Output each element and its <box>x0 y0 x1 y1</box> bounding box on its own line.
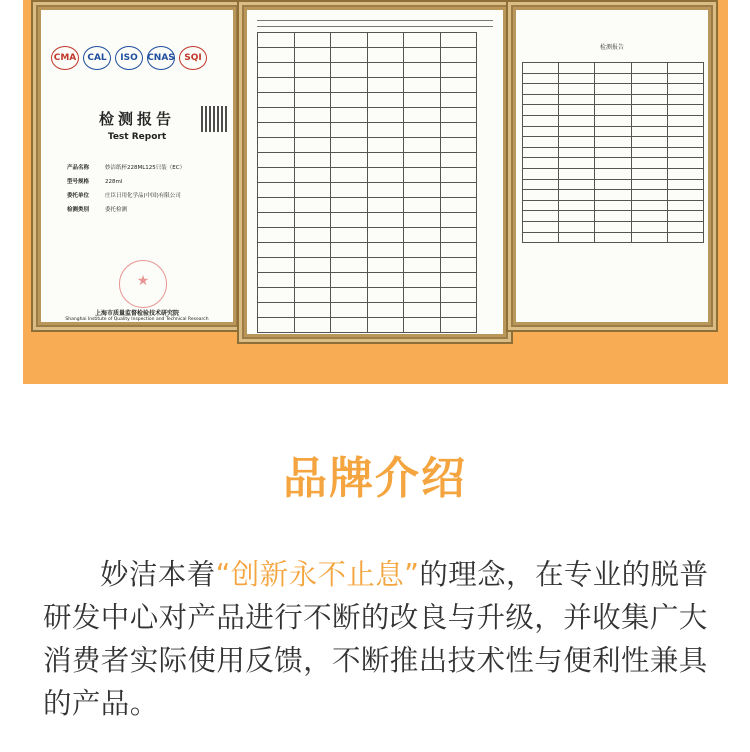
table-cell <box>595 200 631 211</box>
table-cell <box>294 93 331 108</box>
table-cell <box>559 115 595 126</box>
table-cell <box>294 63 331 78</box>
table-row <box>258 228 477 243</box>
report-table-page-2 <box>516 10 708 322</box>
table-cell <box>258 168 295 183</box>
report-subtitle: Test Report <box>107 132 167 142</box>
table-cell <box>440 63 477 78</box>
table-cell <box>559 221 595 232</box>
table-cell <box>523 84 559 95</box>
section-title: 品牌介绍 <box>283 453 467 504</box>
table-cell <box>440 138 477 153</box>
table-cell <box>258 93 295 108</box>
info-row: 产品名称 妙洁纸杯228ML125只装（EC） <box>67 165 186 171</box>
table-cell <box>331 243 368 258</box>
table-cell <box>404 138 441 153</box>
table-cell <box>667 126 703 137</box>
table-cell <box>523 158 559 169</box>
table-cell <box>523 211 559 222</box>
table-cell <box>258 78 295 93</box>
table-row <box>523 168 704 179</box>
accreditation-logos <box>51 46 207 70</box>
table-cell <box>258 303 295 318</box>
table-row <box>523 126 704 137</box>
table-cell <box>667 94 703 105</box>
table-row <box>258 213 477 228</box>
table-cell <box>404 288 441 303</box>
table-cell <box>258 318 295 333</box>
table-cell <box>404 78 441 93</box>
report-info <box>67 164 185 220</box>
table-row <box>258 63 477 78</box>
table-row <box>258 93 477 108</box>
table-row <box>523 137 704 148</box>
info-row: 型号规格 228ml <box>67 179 123 185</box>
table-cell <box>367 108 404 123</box>
qr-code-icon <box>201 106 227 132</box>
table-cell <box>331 318 368 333</box>
table-cell <box>440 243 477 258</box>
table-cell <box>404 303 441 318</box>
sqi-logo: SQI <box>179 46 207 70</box>
table-cell <box>331 93 368 108</box>
table-cell <box>631 179 667 190</box>
table-cell <box>559 73 595 84</box>
table-cell <box>667 147 703 158</box>
table-row <box>258 258 477 273</box>
table-cell <box>523 126 559 137</box>
table-cell <box>331 198 368 213</box>
table-cell <box>667 105 703 116</box>
table-row <box>523 115 704 126</box>
table-cell <box>631 94 667 105</box>
table-cell <box>331 258 368 273</box>
table-cell <box>367 63 404 78</box>
table-row <box>258 33 477 48</box>
description-start: 妙洁本着 <box>100 558 216 591</box>
table-row <box>523 105 704 116</box>
table-cell <box>367 78 404 93</box>
table-row <box>523 84 704 95</box>
table-cell <box>294 108 331 123</box>
table-cell <box>404 213 441 228</box>
table-cell <box>559 94 595 105</box>
table-cell <box>258 138 295 153</box>
table-row <box>258 273 477 288</box>
table-cell <box>440 318 477 333</box>
table-cell <box>404 108 441 123</box>
table-cell <box>258 258 295 273</box>
table-cell <box>367 243 404 258</box>
table-cell <box>523 63 559 74</box>
table-row <box>523 94 704 105</box>
table-cell <box>667 115 703 126</box>
table-cell <box>331 288 368 303</box>
table-cell <box>523 147 559 158</box>
table-cell <box>559 168 595 179</box>
table-cell <box>559 105 595 116</box>
table-cell <box>523 115 559 126</box>
table-cell <box>595 105 631 116</box>
table-cell <box>404 123 441 138</box>
table-row <box>523 179 704 190</box>
table-cell <box>595 73 631 84</box>
table-cell <box>523 179 559 190</box>
table-cell <box>523 168 559 179</box>
table-cell <box>404 168 441 183</box>
table-cell <box>595 221 631 232</box>
table-cell <box>404 93 441 108</box>
table-cell <box>294 183 331 198</box>
table-cell <box>331 168 368 183</box>
table-cell <box>367 198 404 213</box>
table-cell <box>258 288 295 303</box>
table-row <box>523 232 704 243</box>
institute-name: 上海市质量监督检验技术研究院 <box>94 310 179 317</box>
table-cell <box>631 158 667 169</box>
table-cell <box>631 147 667 158</box>
table-cell <box>440 168 477 183</box>
table-row <box>258 48 477 63</box>
table-cell <box>331 303 368 318</box>
table-cell <box>367 168 404 183</box>
description-end: 的理念，在专业的脱普研发中心对产品进行不断的改良与升级，并收集广大消费者实际使用反馈，不断推出技术性与便利性兼具的产品。 <box>43 558 709 720</box>
iso-logo: ISO <box>115 46 143 70</box>
certificate-cover <box>41 10 233 322</box>
table-cell <box>331 33 368 48</box>
cnas-logo: CNAS <box>147 46 175 70</box>
table-cell <box>667 84 703 95</box>
table-cell <box>523 137 559 148</box>
table-cell <box>667 63 703 74</box>
table-cell <box>595 190 631 201</box>
table-cell <box>631 84 667 95</box>
table-cell <box>440 258 477 273</box>
table-cell <box>559 232 595 243</box>
table-cell <box>404 63 441 78</box>
table-cell <box>258 243 295 258</box>
table-cell <box>367 138 404 153</box>
table-cell <box>404 243 441 258</box>
table-row <box>523 63 704 74</box>
institute-name-en: Shanghai Institute of Quality Inspection and Technical Research <box>65 317 209 322</box>
table-cell <box>404 153 441 168</box>
report-title: 检测报告 <box>98 110 175 128</box>
table-row <box>258 123 477 138</box>
table-cell <box>631 211 667 222</box>
table-cell <box>631 137 667 148</box>
table-cell <box>595 63 631 74</box>
table-cell <box>294 48 331 63</box>
table-cell <box>595 137 631 148</box>
test-results-table <box>257 32 477 333</box>
table-row <box>258 183 477 198</box>
table-cell <box>331 183 368 198</box>
table-cell <box>440 183 477 198</box>
official-seal-icon <box>119 260 167 308</box>
table-cell <box>331 108 368 123</box>
certificate-frame-right <box>506 0 718 332</box>
table-cell <box>523 232 559 243</box>
table-cell <box>404 318 441 333</box>
table-cell <box>595 179 631 190</box>
table-row <box>258 243 477 258</box>
table-cell <box>331 138 368 153</box>
table-cell <box>559 63 595 74</box>
table-cell <box>367 123 404 138</box>
table-cell <box>559 126 595 137</box>
table-cell <box>667 168 703 179</box>
table-cell <box>258 273 295 288</box>
table-cell <box>523 221 559 232</box>
table-cell <box>523 73 559 84</box>
table-cell <box>258 153 295 168</box>
table-cell <box>258 108 295 123</box>
table-cell <box>294 273 331 288</box>
table-cell <box>667 137 703 148</box>
table-cell <box>631 115 667 126</box>
table-cell <box>595 211 631 222</box>
table-cell <box>294 258 331 273</box>
brand-description <box>43 553 723 725</box>
table-cell <box>294 198 331 213</box>
table-cell <box>367 228 404 243</box>
table-cell <box>258 183 295 198</box>
table-cell <box>559 137 595 148</box>
table-cell <box>331 63 368 78</box>
table-cell <box>631 200 667 211</box>
table-cell <box>294 78 331 93</box>
table-cell <box>559 200 595 211</box>
table-row <box>258 168 477 183</box>
table-row <box>523 200 704 211</box>
table-row <box>523 221 704 232</box>
table-cell <box>404 228 441 243</box>
table-cell <box>258 228 295 243</box>
table-cell <box>367 93 404 108</box>
certificate-frame-left <box>31 0 243 332</box>
table-cell <box>367 213 404 228</box>
table-cell <box>294 138 331 153</box>
table-row <box>258 153 477 168</box>
table-cell <box>440 48 477 63</box>
table-cell <box>667 232 703 243</box>
table-cell <box>523 105 559 116</box>
table-cell <box>631 190 667 201</box>
table-cell <box>440 213 477 228</box>
table-row <box>258 303 477 318</box>
table-cell <box>258 123 295 138</box>
table-cell <box>631 168 667 179</box>
info-row: 检测类别 委托检测 <box>67 207 128 213</box>
cal-logo: CAL <box>83 46 111 70</box>
header-rule <box>257 16 493 21</box>
table-cell <box>404 183 441 198</box>
table-cell <box>294 213 331 228</box>
table-cell <box>331 213 368 228</box>
table-cell <box>440 33 477 48</box>
table-cell <box>667 221 703 232</box>
table-cell <box>258 48 295 63</box>
header-rule <box>257 22 493 27</box>
table-cell <box>595 168 631 179</box>
table-row <box>523 211 704 222</box>
table-cell <box>367 153 404 168</box>
table-cell <box>294 303 331 318</box>
table-cell <box>667 179 703 190</box>
table-cell <box>440 93 477 108</box>
table-cell <box>404 258 441 273</box>
table-row <box>258 138 477 153</box>
table-cell <box>331 123 368 138</box>
table-cell <box>367 183 404 198</box>
table-cell <box>595 94 631 105</box>
table-row <box>258 288 477 303</box>
table-cell <box>294 288 331 303</box>
table-cell <box>440 228 477 243</box>
table-cell <box>258 213 295 228</box>
table-cell <box>367 48 404 63</box>
table-cell <box>367 303 404 318</box>
cma-logo: CMA <box>51 46 79 70</box>
table-cell <box>667 158 703 169</box>
table-cell <box>294 228 331 243</box>
table-cell <box>294 243 331 258</box>
table-cell <box>631 232 667 243</box>
table-cell <box>331 78 368 93</box>
table-cell <box>440 108 477 123</box>
table-cell <box>404 48 441 63</box>
table-cell <box>404 198 441 213</box>
info-row: 委托单位 庄臣日用化学品(中国)有限公司 <box>67 193 181 199</box>
table-row <box>523 158 704 169</box>
report-table-page <box>247 10 503 334</box>
table-cell <box>595 126 631 137</box>
test-results-table-2 <box>522 62 704 243</box>
table-cell <box>294 33 331 48</box>
table-cell <box>258 198 295 213</box>
table-cell <box>595 158 631 169</box>
table-cell <box>667 200 703 211</box>
table-cell <box>559 84 595 95</box>
table-row <box>523 73 704 84</box>
table-cell <box>440 288 477 303</box>
table-cell <box>595 84 631 95</box>
table-cell <box>559 147 595 158</box>
table-cell <box>631 126 667 137</box>
report-page-heading: 检测报告 <box>599 44 624 51</box>
table-cell <box>440 153 477 168</box>
table-cell <box>331 228 368 243</box>
table-row <box>258 318 477 333</box>
table-cell <box>631 221 667 232</box>
table-row <box>258 108 477 123</box>
table-cell <box>331 273 368 288</box>
table-cell <box>667 190 703 201</box>
table-row <box>258 198 477 213</box>
table-cell <box>595 232 631 243</box>
table-cell <box>523 190 559 201</box>
table-cell <box>440 78 477 93</box>
table-cell <box>367 33 404 48</box>
table-row <box>523 190 704 201</box>
table-cell <box>294 318 331 333</box>
table-cell <box>440 303 477 318</box>
table-cell <box>404 273 441 288</box>
table-cell <box>294 123 331 138</box>
table-cell <box>404 33 441 48</box>
table-cell <box>667 73 703 84</box>
table-row <box>523 147 704 158</box>
table-cell <box>523 200 559 211</box>
table-cell <box>440 123 477 138</box>
table-cell <box>367 258 404 273</box>
certificate-frame-center <box>237 0 513 344</box>
table-cell <box>258 63 295 78</box>
table-cell <box>631 63 667 74</box>
table-cell <box>559 190 595 201</box>
table-cell <box>294 153 331 168</box>
table-cell <box>631 73 667 84</box>
slogan-highlight: “创新永不止息” <box>215 558 420 591</box>
table-row <box>258 78 477 93</box>
table-cell <box>367 318 404 333</box>
table-cell <box>440 273 477 288</box>
table-cell <box>667 211 703 222</box>
table-cell <box>258 33 295 48</box>
table-cell <box>331 153 368 168</box>
table-cell <box>559 179 595 190</box>
table-cell <box>440 198 477 213</box>
table-cell <box>559 158 595 169</box>
table-cell <box>523 94 559 105</box>
table-cell <box>367 288 404 303</box>
table-cell <box>559 211 595 222</box>
table-cell <box>595 147 631 158</box>
table-cell <box>367 273 404 288</box>
table-cell <box>595 115 631 126</box>
table-cell <box>294 168 331 183</box>
table-cell <box>631 105 667 116</box>
table-cell <box>331 48 368 63</box>
